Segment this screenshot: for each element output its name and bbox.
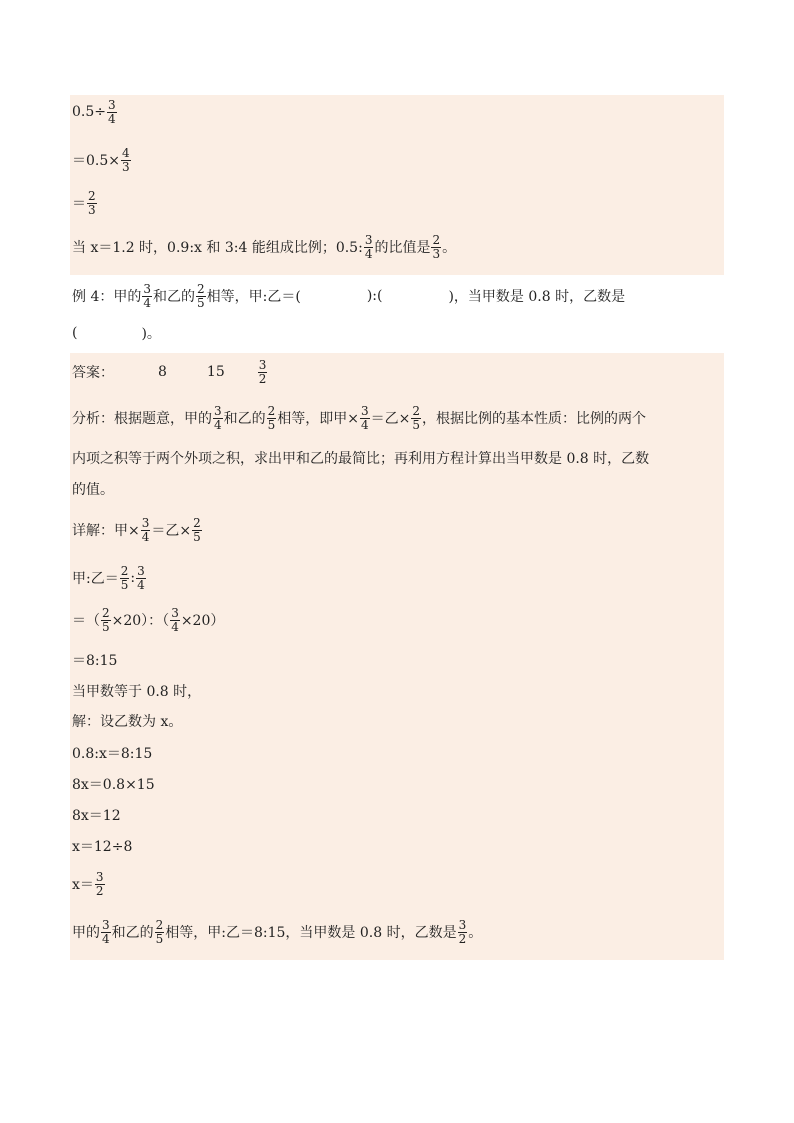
detail-line-9: 8x＝12 [72,808,121,824]
fraction: $\frac{2}{5}$ [155,917,164,946]
detail-line-10: x＝12÷8 [72,839,133,855]
fraction: $\frac{3}{4}$ [171,605,179,634]
fraction: $\frac{3}{4}$ [102,917,110,946]
fraction: $\frac{3}{4}$ [143,281,151,310]
detail-line-8: 8x＝0.8×15 [72,777,155,793]
detail-line-4: ＝8:15 [72,653,118,669]
detail-line-2: 甲:乙＝ $\frac{2}{5}$ : $\frac{3}{4}$ [72,563,145,592]
fraction: $\frac{3}{2}$ [95,869,104,898]
detail-conclusion: 甲的 $\frac{3}{4}$ 和乙的 $\frac{2}{5}$ 相等，甲:乙＝8:15，当甲数是 0.8 时，乙数是 $\frac{3}{2}$ 。 [72,917,483,946]
fraction: $\frac{3}{4}$ [214,403,222,432]
fraction: $\frac{2}{5}$ [267,403,276,432]
fraction: $\frac{2}{5}$ [197,281,205,310]
fraction: $\frac{2}{5}$ [102,605,110,634]
fraction: $\frac{3}{4}$ [137,563,145,592]
line-calc-3: ＝ $\frac{2}{3}$ [72,188,96,217]
detail-line-7: 0.8:x＝8:15 [72,746,153,762]
fraction: $\frac{3}{4}$ [108,97,116,126]
fraction: $\frac{2}{5}$ [193,515,201,544]
detail-line-1: 详解：甲× $\frac{3}{4}$ ＝乙× $\frac{2}{5}$ [72,515,201,544]
fraction: $\frac{4}{3}$ [122,145,130,174]
fraction: $\frac{3}{2}$ [258,357,267,386]
line-calc-2: ＝0.5× $\frac{4}{3}$ [72,145,130,174]
fraction: $\frac{3}{2}$ [458,917,467,946]
analysis-line-1: 分析：根据题意，甲的 $\frac{3}{4}$ 和乙的 $\frac{2}{5}$ 相等，即甲× $\frac{3}{4}$ ＝乙× $\frac{2}{5}$ ，根据比例的基本性质：比例的两个 [72,403,647,432]
example-question-line-2: ( )。 [72,325,161,342]
answer-line: 答案： 8 15 $\frac{3}{2}$ [72,357,267,386]
detail-line-6: 解：设乙数为 x。 [72,714,183,730]
fraction: $\frac{3}{4}$ [361,403,369,432]
detail-line-11: x＝ $\frac{3}{2}$ [72,869,104,898]
analysis-line-2: 内项之积等于两个外项之积，求出甲和乙的最简比；再利用方程计算出当甲数是 0.8 时，乙数 [72,451,650,467]
fraction: $\frac{2}{3}$ [88,188,96,217]
fraction: $\frac{2}{5}$ [120,563,129,592]
line-calc-1: 0.5÷ $\frac{3}{4}$ [72,97,116,126]
analysis-line-3: 的值。 [72,482,114,498]
fraction: $\frac{2}{5}$ [412,403,421,432]
line-conclusion-1: 当 x＝1.2 时，0.9:x 和 3:4 能组成比例；0.5: $\frac{3}{4}$ 的比值是 $\frac{2}{3}$ 。 [72,232,457,261]
fraction: $\frac{3}{4}$ [364,232,373,261]
example-question-line-1: 例 4：甲的 $\frac{3}{4}$ 和乙的 $\frac{2}{5}$ 相等，甲:乙＝( ):( )，当甲数是 0.8 时，乙数是 [72,281,626,310]
fraction: $\frac{3}{4}$ [141,515,150,544]
detail-line-5: 当甲数等于 0.8 时， [72,684,202,700]
fraction: $\frac{2}{3}$ [432,232,441,261]
detail-line-3: ＝（ $\frac{2}{5}$ ×20）：（ $\frac{3}{4}$ ×20） [72,605,225,634]
